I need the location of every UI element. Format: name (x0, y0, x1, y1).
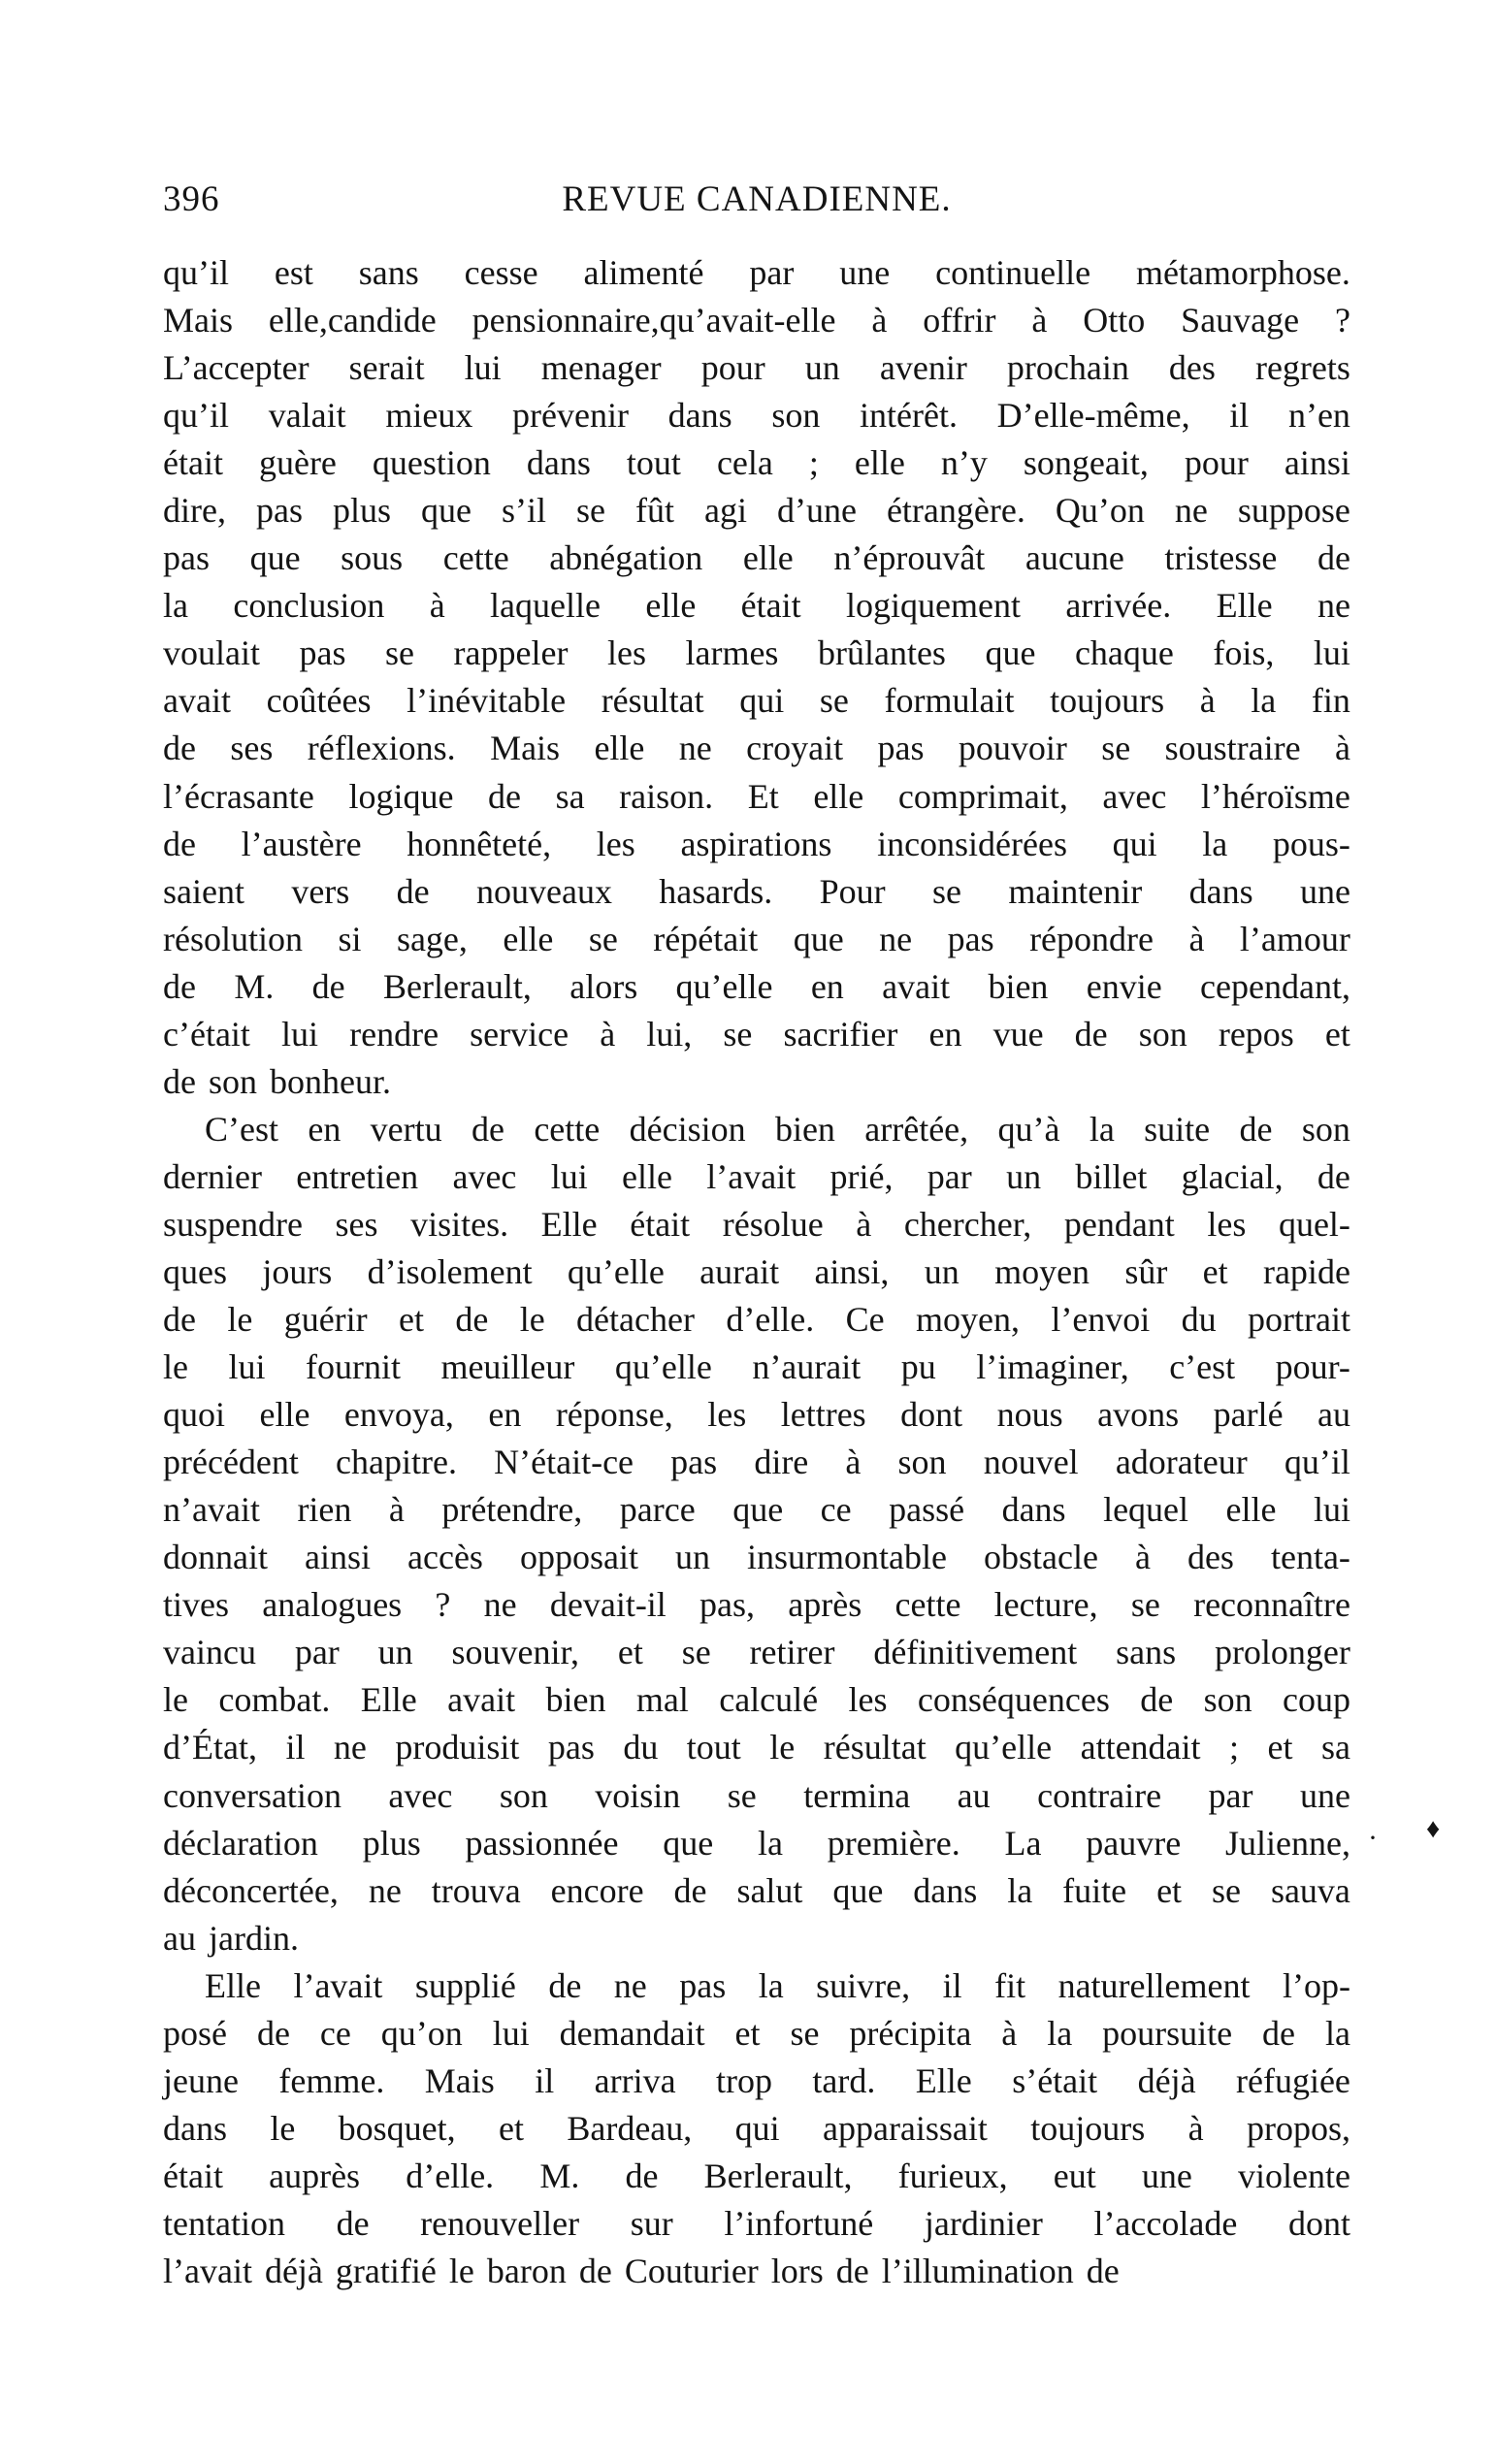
text-line: de ses réflexions. Mais elle ne croyait pas pouvoir se soustraire à (163, 729, 1350, 768)
text-line: jeune femme. Mais il arriva trop tard. Elle s’était déjà réfugiée (163, 2060, 1350, 2100)
text-line: l’écrasante logique de sa raison. Et elle comprimait, avec l’héroïsme (163, 776, 1350, 816)
text-line: pas que sous cette abnégation elle n’éprouvât aucune tristesse de (163, 538, 1350, 578)
text-line: déclaration plus passionnée que la première. La pauvre Julienne, (163, 1823, 1350, 1863)
text-line: déconcertée, ne trouva encore de salut que dans la fuite et se sauva (163, 1870, 1350, 1910)
text-line: dans le bosquet, et Bardeau, qui apparaissait toujours à propos, (163, 2108, 1350, 2148)
text-line: c’était lui rendre service à lui, se sacrifier en vue de son repos et (163, 1014, 1350, 1054)
page-header (163, 171, 1350, 229)
margin-dot-mark: · (1368, 1822, 1378, 1854)
text-line: de son bonheur. (163, 1061, 391, 1101)
text-line: la conclusion à laquelle elle était logiquement arrivée. Elle ne (163, 586, 1350, 626)
text-line: n’avait rien à prétendre, parce que ce passé dans lequel elle lui (163, 1490, 1350, 1530)
text-line: Mais elle,candide pensionnaire,qu’avait-elle à offrir à Otto Sauvage ? (163, 301, 1350, 340)
paragraph (163, 249, 1350, 1106)
text-line: posé de ce qu’on lui demandait et se précipita à la poursuite de la (163, 2013, 1350, 2053)
text-line: était guère question dans tout cela ; elle n’y songeait, pour ainsi (163, 443, 1350, 483)
text-line: quoi elle envoya, en réponse, les lettres dont nous avons parlé au (163, 1395, 1350, 1435)
paragraph (163, 1106, 1350, 1962)
text-line: Elle l’avait supplié de ne pas la suivre, il fit naturellement l’op- (205, 1965, 1350, 2005)
text-line: dernier entretien avec lui elle l’avait prié, par un billet glacial, de (163, 1156, 1350, 1196)
text-line: L’accepter serait lui menager pour un avenir prochain des regrets (163, 348, 1350, 388)
text-line: de l’austère honnêteté, les aspirations inconsidérées qui la pous- (163, 824, 1350, 863)
text-line: qu’il est sans cesse alimenté par une continuelle métamorphose. (163, 253, 1350, 292)
text-line: saient vers de nouveaux hasards. Pour se maintenir dans une (163, 871, 1350, 911)
text-line: vaincu par un souvenir, et se retirer définitivement sans prolonger (163, 1633, 1350, 1672)
text-line: voulait pas se rappeler les larmes brûlantes que chaque fois, lui (163, 633, 1350, 673)
text-line: le lui fournit meuilleur qu’elle n’aurait pu l’imaginer, c’est pour- (163, 1347, 1350, 1387)
text-line: suspendre ses visites. Elle était résolue à chercher, pendant les quel- (163, 1204, 1350, 1244)
text-line: résolution si sage, elle se répétait que ne pas répondre à l’amour (163, 919, 1350, 958)
page-number: 396 (163, 179, 220, 219)
text-line: l’avait déjà gratifié le baron de Couturier lors de l’illumination de (163, 2251, 1120, 2290)
text-line: de M. de Berlerault, alors qu’elle en avait bien envie cependant, (163, 966, 1350, 1006)
text-line: au jardin. (163, 1918, 299, 1958)
margin-diamond-mark: ♦ (1426, 1814, 1441, 1844)
text-line: tentation de renouveller sur l’infortuné jardinier l’accolade dont (163, 2203, 1350, 2243)
text-line: qu’il valait mieux prévenir dans son intérêt. D’elle-même, il n’en (163, 396, 1350, 436)
text-line: tives analogues ? ne devait-il pas, après cette lecture, se reconnaître (163, 1585, 1350, 1625)
text-line: C’est en vertu de cette décision bien arrêtée, qu’à la suite de son (205, 1109, 1350, 1149)
text-line: le combat. Elle avait bien mal calculé les conséquences de son coup (163, 1680, 1350, 1720)
text-line: donnait ainsi accès opposait un insurmontable obstacle à des tenta- (163, 1538, 1350, 1577)
text-line: dire, pas plus que s’il se fût agi d’une étrangère. Qu’on ne suppose (163, 491, 1350, 531)
text-line: d’État, il ne produisit pas du tout le résultat qu’elle attendait ; et sa (163, 1728, 1350, 1767)
text-line: conversation avec son voisin se termina au contraire par une (163, 1775, 1350, 1815)
running-title: REVUE CANADIENNE. (562, 179, 952, 219)
text-line: était auprès d’elle. M. de Berlerault, furieux, eut une violente (163, 2156, 1350, 2195)
text-line: de le guérir et de le détacher d’elle. Ce moyen, l’envoi du portrait (163, 1300, 1350, 1340)
text-line: ques jours d’isolement qu’elle aurait ainsi, un moyen sûr et rapide (163, 1251, 1350, 1291)
paragraph (163, 1962, 1350, 2295)
text-line: avait coûtées l’inévitable résultat qui se formulait toujours à la fin (163, 681, 1350, 721)
body-text (163, 249, 1350, 2295)
text-line: précédent chapitre. N’était-ce pas dire à son nouvel adorateur qu’il (163, 1443, 1350, 1482)
